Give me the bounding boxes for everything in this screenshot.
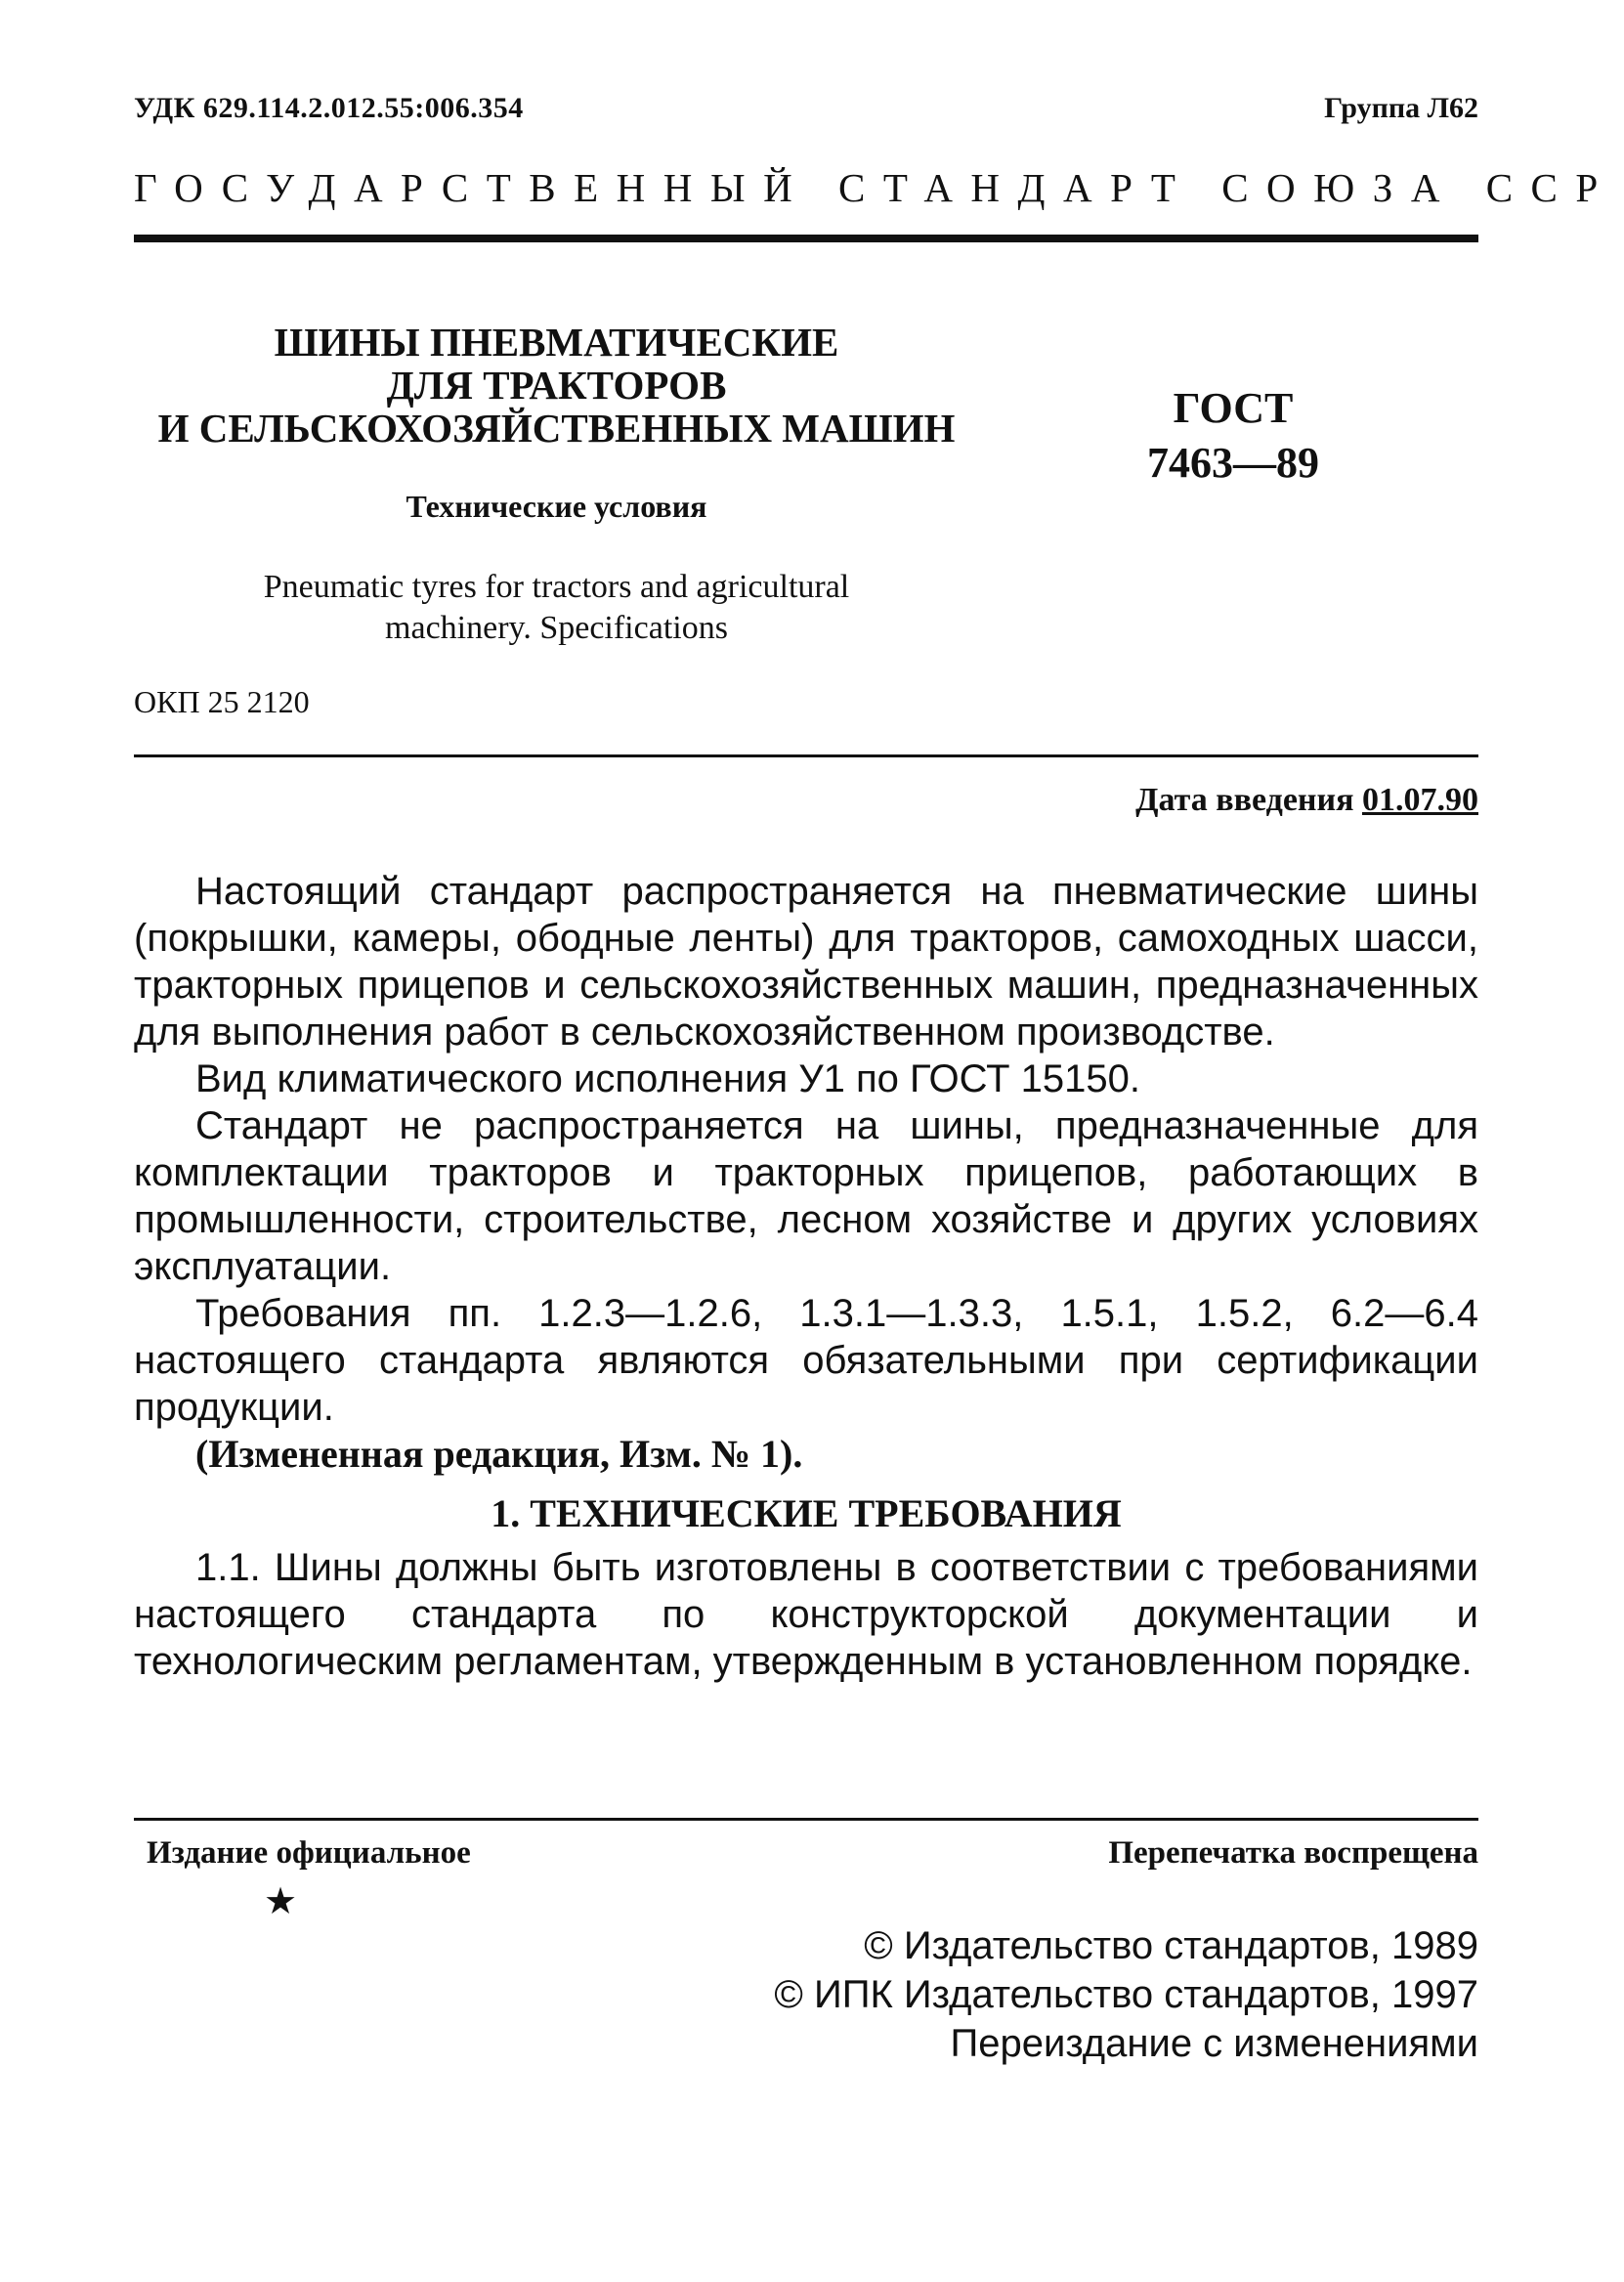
title-line-2: ДЛЯ ТРАКТОРОВ	[386, 363, 727, 408]
intro-date-value: 01.07.90	[1362, 782, 1478, 818]
title-line-1: ШИНЫ ПНЕВМАТИЧЕСКИЕ	[274, 320, 839, 365]
intro-date-label: Дата введения	[1135, 782, 1354, 818]
paragraph-certification: Требования пп. 1.2.3—1.2.6, 1.3.1—1.3.3, 1.5.1, 1.5.2, 6.2—6.4 настоящего стандарта являются обязательными при сертификации продукции.	[134, 1292, 1478, 1429]
official-edition-label: Издание официальное	[147, 1835, 471, 1871]
star-icon: ★	[264, 1881, 298, 1922]
group-code: Группа Л62	[1324, 92, 1478, 124]
english-title	[134, 567, 979, 649]
paragraph-scope: Настоящий стандарт распространяется на пневматические шины (покрышки, камеры, ободные ленты) для тракторов, самоходных шасси, тракторных прицепов и сельскохозяйственных машин, предназначенных для выполнения работ в сельскохозяйственном производстве.	[134, 870, 1478, 1054]
gost-label: ГОСТ	[1173, 384, 1294, 432]
introduction-date	[1135, 782, 1478, 819]
document-body	[134, 868, 1478, 1685]
gost-designation	[1126, 381, 1341, 491]
copyright-1989: © Издательство стандартов, 1989	[864, 1924, 1478, 1967]
reissue-note: Переиздание с изменениями	[950, 2022, 1478, 2065]
reprint-forbidden-label: Перепечатка воспрещена	[1108, 1835, 1478, 1871]
paragraph-amendment: (Измененная редакция, Изм. № 1).	[195, 1432, 803, 1476]
copyright-block	[774, 1921, 1478, 2068]
document-title	[134, 321, 979, 450]
document-subtitle: Технические условия	[406, 489, 707, 524]
title-line-3: И СЕЛЬСКОХОЗЯЙСТВЕННЫХ МАШИН	[157, 406, 956, 451]
english-title-line-1: Pneumatic tyres for tractors and agricultural	[263, 569, 850, 605]
udk-code: УДК 629.114.2.012.55:006.354	[134, 92, 524, 124]
paragraph-1-1: 1.1. Шины должны быть изготовлены в соответствии с требованиями настоящего стандарта по конструкторской документации и технологическим регламентам, утвержденным в установленном порядке.	[134, 1546, 1478, 1683]
english-title-line-2: machinery. Specifications	[385, 610, 728, 646]
section-heading: 1. ТЕХНИЧЕСКИЕ ТРЕБОВАНИЯ	[491, 1491, 1122, 1535]
footer-divider	[134, 1818, 1478, 1821]
state-standard-heading: ГОСУДАРСТВЕННЫЙ СТАНДАРТ СОЮЗА ССР	[134, 165, 1616, 210]
paragraph-exclusions: Стандарт не распространяется на шины, предназначенные для комплектации тракторов и тракторных прицепов, работающих в промышленности, строительстве, лесном хозяйстве и других условиях эксплуатации.	[134, 1104, 1478, 1288]
header-divider	[134, 235, 1478, 242]
gost-number: 7463—89	[1147, 439, 1319, 487]
okp-code: ОКП 25 2120	[134, 684, 310, 719]
paragraph-climate: Вид климатического исполнения У1 по ГОСТ 15150.	[195, 1057, 1141, 1100]
title-divider	[134, 754, 1478, 757]
copyright-1997: © ИПК Издательство стандартов, 1997	[774, 1973, 1478, 2016]
